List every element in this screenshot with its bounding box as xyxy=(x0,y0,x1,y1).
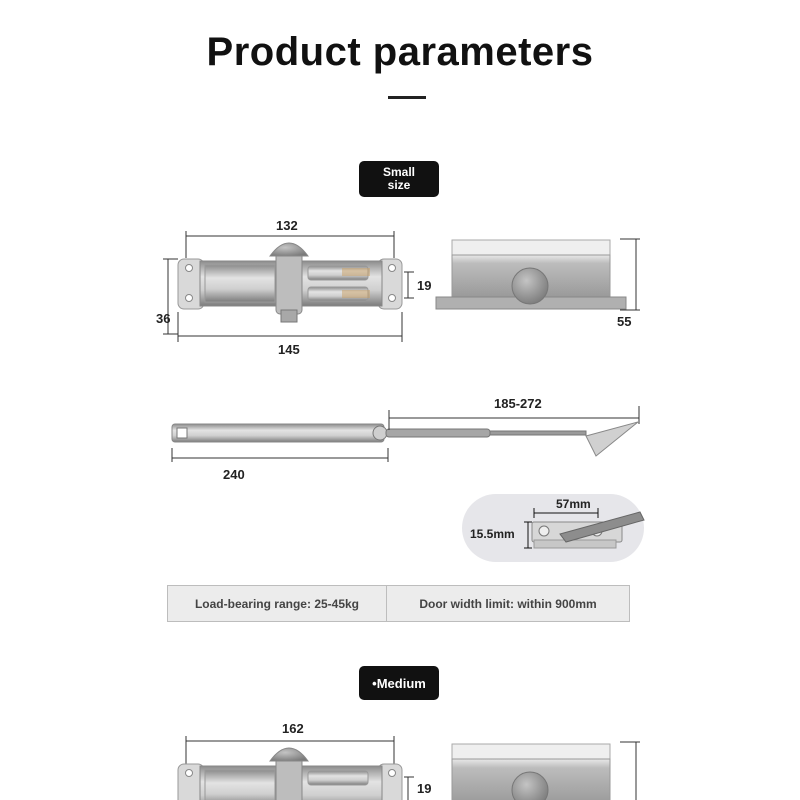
dim-small-box-height: 55 xyxy=(617,314,632,329)
dim-medium-top-width: 162 xyxy=(282,721,304,736)
section-badge-medium: •Medium xyxy=(359,666,439,700)
small-arm-view xyxy=(172,406,639,462)
page-title: Product parameters xyxy=(206,30,594,74)
section-badge-small-label: Small size xyxy=(382,165,415,192)
dim-small-bottom-width: 145 xyxy=(278,342,300,357)
dim-small-arm-range: 185-272 xyxy=(494,396,542,411)
spec-table-small xyxy=(167,585,630,622)
small-closer-top-view xyxy=(163,231,414,342)
dim-small-side-height: 19 xyxy=(417,278,432,293)
dim-medium-side-height: 19 xyxy=(417,781,432,796)
small-closer-side-view xyxy=(436,239,640,310)
spec-load-bearing: Load-bearing range: 25-45kg xyxy=(168,586,387,621)
dim-small-top-width: 132 xyxy=(276,218,298,233)
spec-door-width: Door width limit: within 900mm xyxy=(419,596,597,611)
medium-closer-side-view xyxy=(452,742,640,800)
dim-small-left-height: 36 xyxy=(156,311,171,326)
dim-detail-width: 57mm xyxy=(556,497,591,511)
dim-small-arm-length: 240 xyxy=(223,467,245,482)
medium-closer-top-view xyxy=(178,736,414,800)
dim-detail-height: 15.5mm xyxy=(470,527,515,541)
